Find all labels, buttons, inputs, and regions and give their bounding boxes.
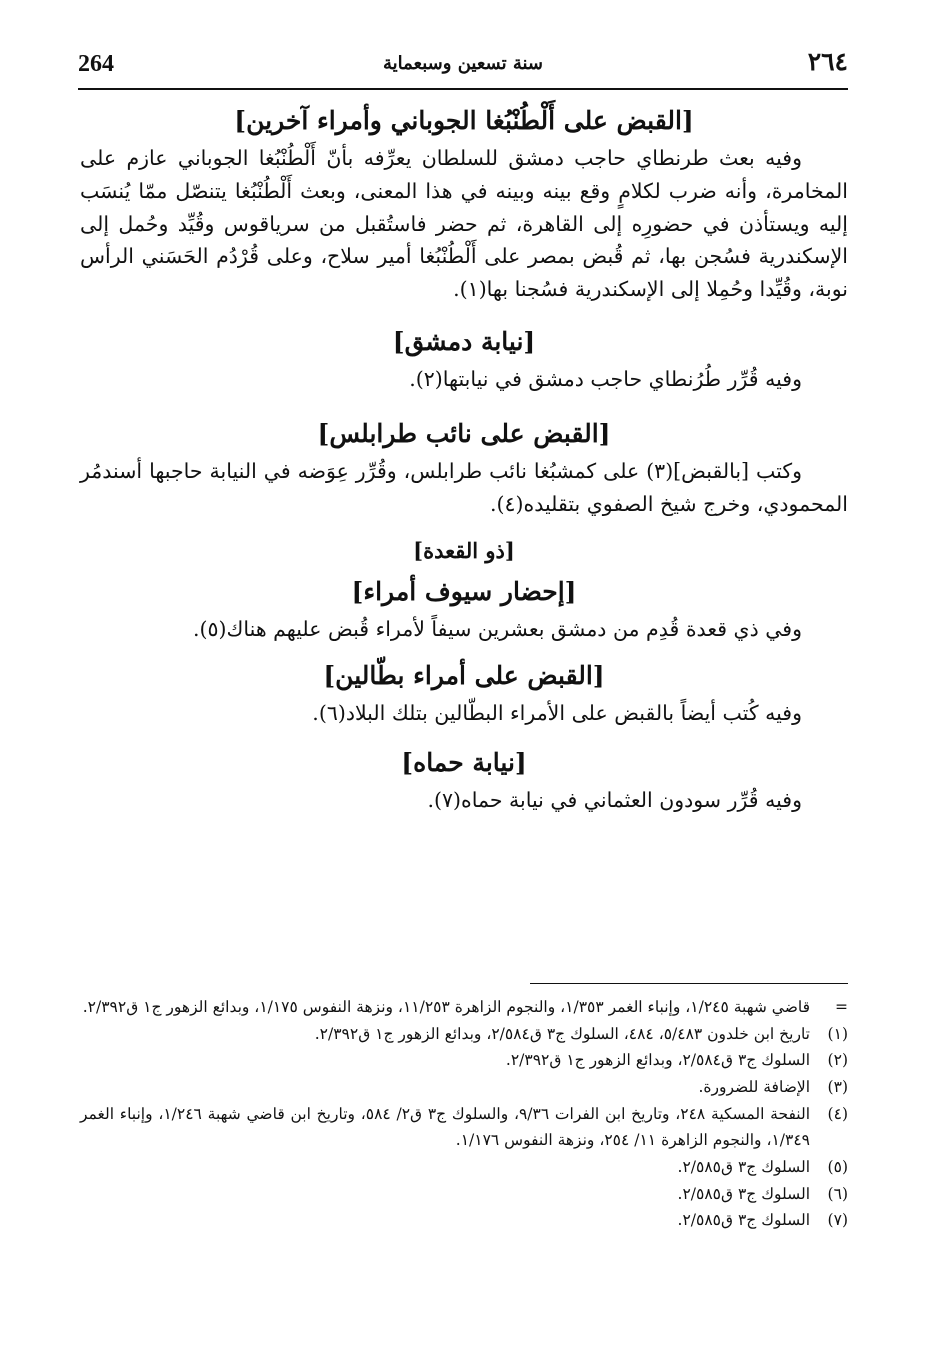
footnote-marker: (٢) — [827, 1051, 848, 1070]
header-divider — [78, 88, 848, 90]
section-paragraph-arrest-tripoli-deputy: وكتب [بالقبض](٣) على كمشبُغا نائب طرابلس، وقُرِّر عِوَضه في النيابة حاجبها أسندمُر المحمودي، وخرج شيخ الصفوي بتقليده(٤). — [80, 458, 848, 516]
section-heading-arrest-idle-emirs: [القبض على أمراء بطّالين] — [323, 660, 605, 690]
footnote-text: النفحة المسكية ٢٤٨، وتاريخ ابن الفرات ٩/٣٦، والسلوك ج٣ ق٢/ ٥٨٤، وتاريخ ابن قاضي شهبة ١/٢٤٦، وإنباء الغمر ١/٣٤٩، والنجوم الزاهرة ١١/ ٢٥٤، ونزهة النفوس ١/١٧٦. — [80, 1104, 810, 1150]
section-heading-arrest-altunbugha: [القبض على أَلْطُنْبُغا الجوباني وأمراء آخرين] — [234, 106, 694, 135]
footnote-1 — [80, 1021, 848, 1048]
footnotes — [80, 994, 848, 1234]
footnote-2 — [80, 1047, 848, 1074]
section-heading-arrest-tripoli-deputy: [القبض على نائب طرابلس] — [317, 418, 611, 448]
footnote-text: الإضافة للضرورة. — [698, 1077, 810, 1096]
month-heading-dhu-al-qada: [ذو القعدة] — [413, 538, 515, 564]
page-header — [78, 45, 848, 85]
section-heading-damascus-deputyship: [نيابة دمشق] — [392, 326, 536, 356]
section-heading-swords-of-emirs: [إحضار سيوف أمراء] — [351, 576, 577, 606]
footnote-text: السلوك ج٣ ق٢/٥٨٥. — [677, 1157, 810, 1176]
footnote-marker: (٧) — [827, 1211, 848, 1230]
section-paragraph-swords-of-emirs: وفي ذي قعدة قُدِم من دمشق بعشرين سيفاً لأمراء قُبض عليهم هناك(٥). — [192, 616, 802, 641]
footnote-5 — [80, 1154, 848, 1181]
main-text — [80, 103, 848, 817]
footnote-text: قاضي شهبة ١/٢٤٥، وإنباء الغمر ١/٣٥٣، والنجوم الزاهرة ١١/٢٥٣، ونزهة النفوس ١/١٧٥، وبدائع الزهور ج١ ق٢/٣٩٢. — [82, 998, 810, 1016]
footnote-continued — [80, 994, 848, 1021]
footnote-marker: (٥) — [827, 1157, 848, 1176]
section-paragraph-hama-deputyship: وفيه قُرِّر سودون العثماني في نيابة حماه(٧). — [427, 788, 802, 813]
running-title: سنة تسعين وسبعماية — [382, 53, 544, 74]
page-number-latin: 264 — [78, 51, 114, 77]
section-paragraph-arrest-altunbugha: وفيه بعث طرنطاي حاجب دمشق للسلطان يعرِّفه بأنّ أَلْطُنْبُغا الجوباني عازم على المخامرة، وأنه ضرب لكلامٍ وقع بينه وبينه في هذا المعنى، وبعث أَلْطُنْبُغا يتنصّل ممّا يُنسَب إليه ويستأذن في حضورِه إلى القاهرة، ثم حضر فاستُقبل من سرياقوس وقُيِّد وحُمل إلى الإسكندرية فسُجن بها، ثم قُبض بمصر على أَلْطُنْبُغا أمير سلاح، وعلى قُرْدُم الحَسَني الرأس نوبة، وقُيِّدا وحُمِلا إلى الإسكندرية فسُجنا بها(١). — [80, 146, 848, 302]
footnote-marker: (٤) — [827, 1104, 848, 1123]
page-number-arabic: ٢٦٤ — [807, 47, 848, 76]
footnote-text: تاريخ ابن خلدون ٥/٤٨٣، ٤٨٤، السلوك ج٣ ق٢/٥٨٤، وبدائع الزهور ج١ ق٢/٣٩٢. — [314, 1024, 810, 1043]
footnote-marker: (٣) — [827, 1077, 848, 1096]
section-paragraph-arrest-idle-emirs: وفيه كُتب أيضاً بالقبض على الأمراء البطّالين بتلك البلاد(٦). — [312, 700, 802, 725]
section-heading-hama-deputyship: [نيابة حماه] — [401, 748, 527, 778]
footnote-3 — [80, 1074, 848, 1101]
footnote-divider — [530, 983, 848, 984]
footnote-7 — [80, 1207, 848, 1234]
footnote-marker: = — [835, 998, 848, 1016]
footnote-text: السلوك ج٣ ق٢/٥٨٥. — [677, 1211, 810, 1230]
footnote-4 — [80, 1101, 848, 1154]
footnote-text: السلوك ج٣ ق٢/٥٨٤، وبدائع الزهور ج١ ق٢/٣٩٢. — [505, 1051, 810, 1070]
footnote-6 — [80, 1181, 848, 1208]
footnote-marker: (١) — [827, 1024, 848, 1043]
footnote-text: السلوك ج٣ ق٢/٥٨٥. — [677, 1184, 810, 1203]
footnote-marker: (٦) — [827, 1184, 848, 1203]
section-paragraph-damascus-deputyship: وفيه قُرِّر طُرُنطاي حاجب دمشق في نيابتها(٢). — [409, 366, 802, 391]
